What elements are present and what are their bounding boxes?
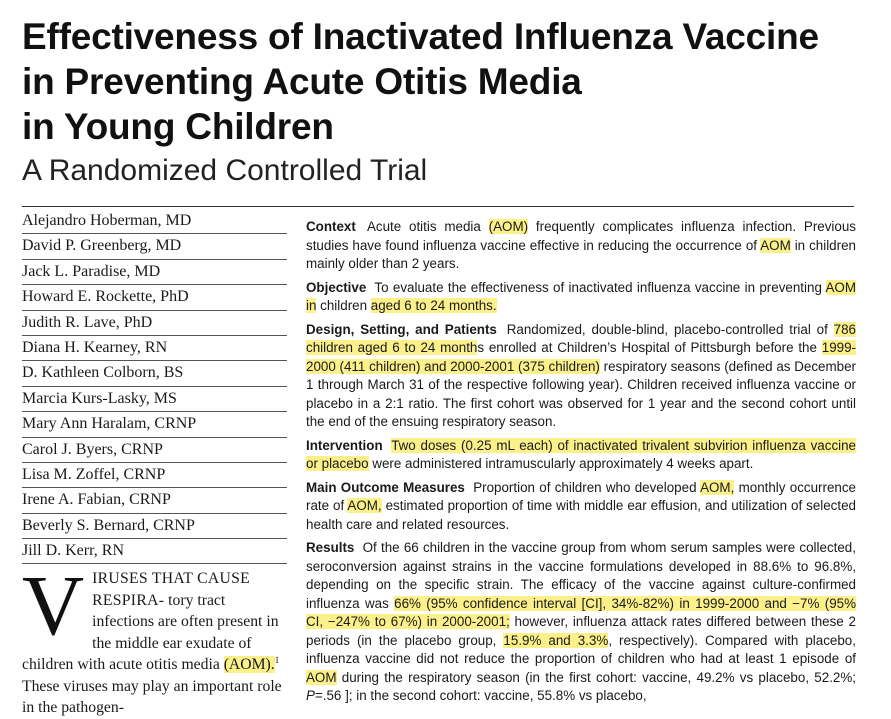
highlight: 66% (95% confidence interval [CI], 34%-82%) in 1999-2000 and −7% (95% CI, −247% to 67%) in 2000-2001;	[306, 595, 857, 629]
drop-cap: V	[22, 557, 85, 653]
article-title	[22, 14, 872, 149]
highlight: 1999-2000 (411 children) and 2000-2001 (375 children)	[306, 340, 856, 374]
author-list	[22, 210, 287, 565]
section-heading: Context	[306, 219, 356, 234]
author-item: Jack L. Paradise, MD	[22, 261, 287, 285]
highlight: (AOM).	[223, 656, 275, 673]
title-line: in Young Children	[22, 106, 334, 147]
body-text: however, influenza attack rates differed between these 2 periods (in the placebo group,	[306, 614, 856, 648]
author-item: Carol J. Byers, CRNP	[22, 439, 287, 463]
body-text: Proportion of children who developed	[473, 479, 701, 495]
author-item: Howard E. Rockette, PhD	[22, 286, 287, 310]
highlight: AOM,	[700, 479, 735, 495]
title-line: in Preventing Acute Otitis Media	[22, 61, 582, 102]
reference-marker[interactable]: 1	[274, 654, 280, 665]
author-item: Diana H. Kearney, RN	[22, 337, 287, 361]
abstract-objective	[306, 279, 856, 316]
section-heading: Main Outcome Measures	[306, 479, 465, 495]
highlight: AOM	[306, 669, 337, 685]
body-text: frequently complicates influenza infection. Previous studies have found influenza vaccine effective in reducing the occurrence of	[306, 219, 856, 253]
intro-text: These viruses may play an important role in the pathogen-	[22, 677, 282, 716]
author-item: Beverly S. Bernard, CRNP	[22, 515, 287, 539]
highlight: AOM,	[347, 498, 382, 513]
author-item: D. Kathleen Colborn, BS	[22, 362, 287, 386]
highlight: AOM	[760, 237, 791, 253]
author-item: Marcia Kurs-Lasky, MS	[22, 388, 287, 412]
body-text: during the respiratory season (in the first cohort: vaccine, 49.2% vs placebo, 52.2%;	[336, 669, 856, 685]
article-subtitle: A Randomized Controlled Trial	[22, 154, 428, 187]
body-text: Of the 66 children in the vaccine group from whom serum samples were collected, seroconversion against strains in the vaccine formulations developed in 88.6% to 96.8%, depending on the specific strain. The efficacy of the vaccine against culture-confirmed influenza was	[306, 540, 856, 611]
author-item: David P. Greenberg, MD	[22, 235, 287, 259]
author-item: Irene A. Fabian, CRNP	[22, 489, 287, 513]
section-heading: Objective	[306, 279, 367, 295]
abstract	[306, 218, 856, 706]
body-text: children	[316, 298, 371, 313]
body-text: were administered intramuscularly approximately 4 weeks apart.	[368, 456, 754, 471]
body-text: Acute otitis media	[366, 219, 489, 234]
abstract-intervention	[306, 437, 856, 474]
highlight: aged 6 to 24 months.	[370, 298, 497, 313]
abstract-design	[306, 321, 856, 432]
section-heading: Intervention	[306, 437, 383, 453]
highlight: AOM in	[306, 279, 857, 313]
abstract-outcome	[306, 479, 856, 535]
section-heading: Results	[306, 540, 355, 555]
section-heading: Design, Setting, and Patients	[306, 321, 497, 337]
intro-paragraph	[22, 557, 287, 719]
abstract-context	[306, 218, 856, 274]
body-text: =.56 ]; in the second cohort: vaccine, 55.8% vs placebo,	[314, 688, 647, 703]
body-text: Randomized, double-blind, placebo-controlled trial of	[506, 321, 834, 337]
highlight: (AOM)	[488, 219, 529, 234]
body-text: s enrolled at Children’s Hospital of Pittsburgh before the	[477, 340, 822, 355]
body-text: monthly occurrence rate of	[306, 479, 857, 513]
abstract-results	[306, 539, 856, 706]
title-divider	[22, 206, 854, 207]
highlight: Two doses (0.25 mL each) of inactivated trivalent subvirion influenza vaccine or placebo	[306, 437, 857, 471]
intro-text: tory tract infections are often present in the middle ear exudate of children with acute otitis media	[22, 591, 279, 673]
author-item: Alejandro Hoberman, MD	[22, 210, 287, 234]
p-value-symbol: P	[306, 688, 315, 703]
intro-lead: IRUSES THAT CAUSE RESPIRA-	[92, 570, 251, 609]
author-item: Lisa M. Zoffel, CRNP	[22, 464, 287, 488]
body-text: , respectively). Compared with placebo, influenza vaccine did not reduce the proportion of children who had at least 1 episode of	[306, 632, 856, 666]
author-item: Judith R. Lave, PhD	[22, 312, 287, 336]
title-line: Effectiveness of Inactivated Influenza Vaccine	[22, 16, 819, 57]
author-item: Jill D. Kerr, RN	[22, 540, 287, 564]
body-text: in children mainly older than 2 years.	[306, 237, 856, 271]
author-item: Mary Ann Haralam, CRNP	[22, 413, 287, 437]
body-text: respiratory seasons (defined as December 1 through March 31 of the respective following year). Children received influenza vaccine or placebo in a 2:1 ratio. The first cohort was observed for 1 year and the second cohort until the end of the ensuing respiratory season.	[306, 358, 856, 429]
highlight: 15.9% and 3.3%	[503, 632, 609, 648]
body-text: estimated proportion of time with middle ear effusion, and utilization of selected health care and related resources.	[306, 498, 856, 532]
highlight: 786 children aged 6 to 24 month	[306, 321, 856, 355]
body-text: To evaluate the effectiveness of inactivated influenza vaccine in preventing	[374, 279, 826, 295]
